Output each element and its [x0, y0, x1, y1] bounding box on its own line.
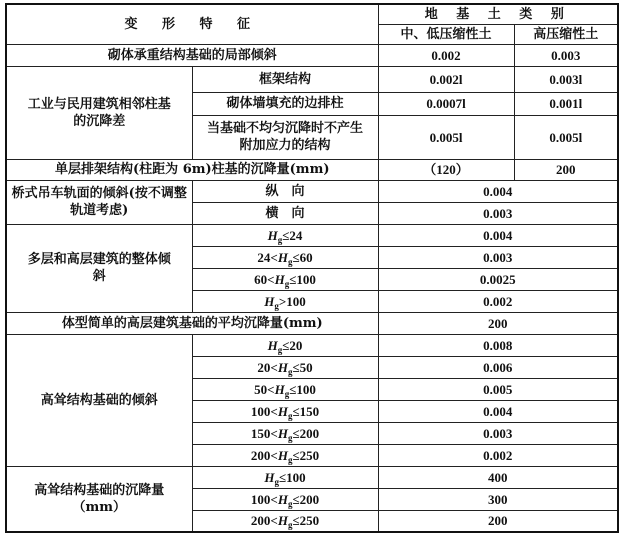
- table-row: [6, 159, 618, 180]
- value-cell: 400: [378, 466, 618, 488]
- value-cell: 0.002: [378, 290, 618, 312]
- value-cell: 200: [378, 510, 618, 532]
- header-row: [6, 4, 618, 24]
- table-row: [6, 334, 618, 356]
- condition-cell: 当基础不均匀沉降时不产生附加应力的结构: [192, 115, 378, 159]
- value-cell: 0.004: [378, 180, 618, 202]
- height-condition: $20<H_g\le 50$: [192, 356, 378, 378]
- row-label: 单层排架结构(柱距为 6m)柱基的沉降量(mm): [6, 159, 378, 180]
- value-high: 0.005l: [514, 115, 618, 159]
- height-condition: $50<H_g\le 100$: [192, 378, 378, 400]
- height-condition: $H_g\le 100$: [192, 466, 378, 488]
- height-condition: $H_g\le 20$: [192, 334, 378, 356]
- value-mid-low: 0.005l: [378, 115, 514, 159]
- value-cell: 0.002: [378, 444, 618, 466]
- value-cell: 0.005: [378, 378, 618, 400]
- condition-cell: 砌体墙填充的边排柱: [192, 92, 378, 115]
- value-cell: 0.008: [378, 334, 618, 356]
- value-mid-low: 0.002: [378, 44, 514, 66]
- table-row: [6, 66, 618, 92]
- height-condition: $200<H_g\le 250$: [192, 510, 378, 532]
- height-condition: $150<H_g\le 200$: [192, 422, 378, 444]
- height-condition: $200<H_g\le 250$: [192, 444, 378, 466]
- value-cell: 0.004: [378, 224, 618, 246]
- value-cell: 0.003: [378, 246, 618, 268]
- value-cell: 0.003: [378, 422, 618, 444]
- condition-cell: 横 向: [192, 202, 378, 224]
- value-high: 200: [514, 159, 618, 180]
- row-label: 工业与民用建筑相邻柱基的沉降差: [6, 66, 192, 159]
- high-compressibility-header: 高压缩性土: [514, 24, 618, 44]
- value-mid-low: 0.0007l: [378, 92, 514, 115]
- row-label: 高耸结构基础的沉降量（mm）: [6, 466, 192, 532]
- value-cell: 0.0025: [378, 268, 618, 290]
- height-condition: $H_g>100$: [192, 290, 378, 312]
- value-cell: 300: [378, 488, 618, 510]
- mid-low-compressibility-header: 中、低压缩性土: [378, 24, 514, 44]
- soil-category-header: 地 基 土 类 别: [378, 4, 618, 24]
- height-condition: $100<H_g\le 200$: [192, 488, 378, 510]
- height-condition: $100<H_g\le 150$: [192, 400, 378, 422]
- value-mid-low: 0.002l: [378, 66, 514, 92]
- row-label: 多层和高层建筑的整体倾斜: [6, 224, 192, 312]
- table-row: [6, 312, 618, 334]
- row-label: 体型简单的高层建筑基础的平均沉降量(mm): [6, 312, 378, 334]
- table-row: [6, 224, 618, 246]
- deformation-feature-header: 变 形 特 征: [6, 4, 378, 44]
- value-mid-low: （120）: [378, 159, 514, 180]
- table-row: [6, 466, 618, 488]
- row-label: 桥式吊车轨面的倾斜(按不调整轨道考虑): [6, 180, 192, 224]
- row-label: 砌体承重结构基础的局部倾斜: [6, 44, 378, 66]
- value-high: 0.003: [514, 44, 618, 66]
- table-row: [6, 180, 618, 202]
- value-cell: 0.006: [378, 356, 618, 378]
- value-cell: 0.003: [378, 202, 618, 224]
- height-condition: $H_g\le 24$: [192, 224, 378, 246]
- condition-cell: 纵 向: [192, 180, 378, 202]
- value-high: 0.001l: [514, 92, 618, 115]
- deformation-limits-table: [5, 3, 619, 533]
- value-cell: 200: [378, 312, 618, 334]
- row-label: 高耸结构基础的倾斜: [6, 334, 192, 466]
- table-row: [6, 44, 618, 66]
- height-condition: $60<H_g\le 100$: [192, 268, 378, 290]
- value-cell: 0.004: [378, 400, 618, 422]
- condition-cell: 框架结构: [192, 66, 378, 92]
- value-high: 0.003l: [514, 66, 618, 92]
- height-condition: $24<H_g\le 60$: [192, 246, 378, 268]
